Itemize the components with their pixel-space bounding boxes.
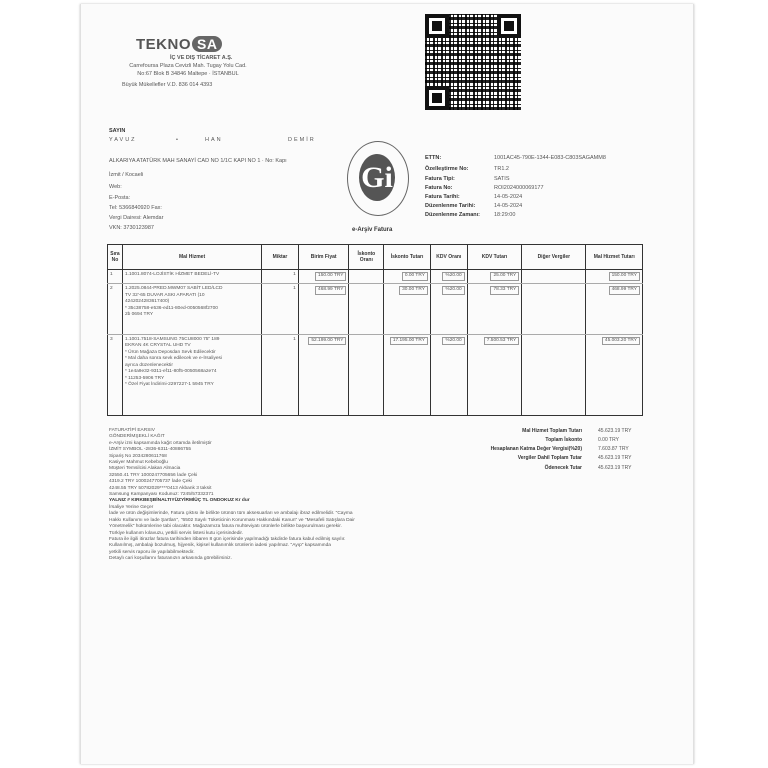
col-birim-fiyat: Birim Fiyat <box>298 245 349 270</box>
seller-address-2: No:67 Blok B 34846 Maltepe · İSTANBUL <box>137 71 239 77</box>
meta-value: ROI2024000069177 <box>494 185 544 191</box>
note-line: Yönetmelik" hükümlerine tabi olacaktır. Mağazamıza fatura muhteviyatı ürünlerle birlikte başvurulması gerekir. <box>109 524 342 530</box>
meta-value: 14-05-2024 <box>494 203 523 209</box>
cell-unit-price <box>298 334 349 415</box>
buyer-name-first: YAVUZ <box>109 137 137 143</box>
items-table <box>107 244 643 416</box>
buyer-tax-office: Vergi Dairesi: Alemdar <box>109 215 164 221</box>
desc-line: * Özel Fiyat İndirimi-2297227-1 5945 TRY <box>124 382 214 388</box>
col-iskonto-tutari: İskonto Tutarı <box>384 245 431 270</box>
note-line: FATURATİPİ EARSIV <box>109 428 155 433</box>
cell-total-value: 150.00 TRY <box>609 272 640 281</box>
cell-desc <box>122 270 261 284</box>
desc-line: 1.1001.7518-SAMSUNG 75CU8000 75" 189 <box>124 336 220 342</box>
seal-emblem: Gi <box>359 154 395 201</box>
meta-label: Fatura Tarihi: <box>425 194 460 200</box>
table-row <box>108 334 643 415</box>
cell-desc <box>122 284 261 334</box>
cell-other <box>522 270 586 284</box>
cell-desc <box>122 334 261 415</box>
cell-vat-amount-value: 7.500.53 TRY <box>484 337 519 346</box>
col-kdv-orani: KDV Oranı <box>430 245 467 270</box>
buyer-address: ALKARIYA ATATÜRK MAH SANAYİ CAD NO 1/1C KAPI NO 1 · No: Kapı <box>109 158 287 164</box>
cell-disc-amount-value: 0.00 TRY <box>402 272 428 281</box>
cell-unit-price-value: 468.99 TRY <box>315 286 346 295</box>
cell-disc-amount-value: 17.195.00 TRY <box>390 337 428 346</box>
cell-disc-amount <box>384 334 431 415</box>
col-diger-vergiler: Diğer Vergiler <box>522 245 586 270</box>
meta-label: Düzenlenme Zamanı: <box>425 212 481 218</box>
meta-value: 1001AC45-790E-1344-E083-C803SAGAMM8 <box>494 155 606 161</box>
total-value: 0.00 TRY <box>598 437 619 443</box>
logo-text: TEKNO <box>136 36 191 53</box>
buyer-email: E-Posta: <box>109 195 131 201</box>
desc-line: 1.2025.0844-PRED.MWM07 SABİT LED/LCD <box>124 286 223 292</box>
meta-value: 18:29:00 <box>494 212 516 218</box>
cell-total-value: 45.003.20 TRY <box>602 337 640 346</box>
cell-vat-rate <box>430 284 467 334</box>
col-kdv-tutari: KDV Tutarı <box>467 245 522 270</box>
buyer-web: Web: <box>109 184 122 190</box>
cell-vat-amount <box>467 270 522 284</box>
col-mal-hizmet: Mal Hizmet <box>122 245 261 270</box>
note-line: Müşteri Temsilcisi Alakan Almacia <box>109 466 181 472</box>
desc-line: 4242024283617400) <box>124 299 170 305</box>
desc-line: EKRAN 4K CRYSTAL UHD TV <box>124 343 191 349</box>
cell-disc-amount-value: 30.00 TRY <box>399 286 428 295</box>
note-line: e-Arşiv izni kapsamında kağıt ortamda iletilmiştir <box>109 440 212 446</box>
note-line: İade ve ürün değişimlerinde, Fatura çıktısı ile birlikte ürünün tüm aksesuarları ve ambalajı ibraz edilmelidir. "Cayma <box>109 511 353 517</box>
note-line: İrsaliye Yerine Geçer <box>109 504 154 510</box>
cell-disc-rate <box>349 284 384 334</box>
cell-vat-rate-value: %20.00 <box>442 272 464 281</box>
cell-other <box>522 334 586 415</box>
cell-disc-rate <box>349 334 384 415</box>
cell-disc-amount <box>384 284 431 334</box>
qr-code <box>425 14 521 110</box>
total-value: 45.623.19 TRY <box>598 428 632 434</box>
seller-company: İÇ VE DIŞ TİCARET A.Ş. <box>170 55 233 61</box>
meta-label: Fatura Tipi: <box>425 176 455 182</box>
note-line: İZMİT SYMBOL -2836-6311-40886755 <box>109 447 192 453</box>
col-sira-no: Sıra No <box>108 245 123 270</box>
meta-label: Özelleştirme No: <box>425 166 469 172</box>
cell-qty <box>262 270 299 284</box>
cell-no <box>108 270 123 284</box>
note-line: 32550.41 TRY 1000247705656 İade Çeki <box>109 472 198 478</box>
cell-vat-amount <box>467 284 522 334</box>
total-label: Vergiler Dahil Toplam Tutar <box>517 455 582 461</box>
cell-qty <box>262 334 299 415</box>
cell-qty-value: 1 <box>293 286 296 292</box>
table-row <box>108 270 643 284</box>
meta-value: TR1.2 <box>494 166 509 172</box>
total-label: Mal Hizmet Toplam Tutarı <box>522 428 582 434</box>
e-arsiv-label: e-Arşiv Fatura <box>352 227 393 233</box>
cell-vat-amount <box>467 334 522 415</box>
col-mal-hizmet-tutari: Mal Hizmet Tutarı <box>586 245 643 270</box>
desc-line: 2b 0694 TRY <box>124 312 154 318</box>
note-line: YALNIZ # KIRKBEŞBİNALTIYÜZYİRMİÜÇ TL ONDOKUZ Kr dur <box>109 498 250 504</box>
col-iskonto-orani: İskonto Oranı <box>349 245 384 270</box>
cell-total <box>586 284 643 334</box>
total-label: Toplam İskonto <box>545 437 582 443</box>
cell-no-value: 1 <box>110 272 113 277</box>
desc-line: 1.1001.8074-LOJİSTİK HİZMET BEDELİ-TV <box>124 272 220 277</box>
cell-vat-amount-value: 78.33 TRY <box>490 286 519 295</box>
teknosa-logo <box>136 36 222 53</box>
seller-address-1: Carrefoursa Plaza Cevizli Mah. Tugay Yolu Cad. <box>129 63 247 69</box>
cell-vat-rate-value: %20.00 <box>442 337 464 346</box>
note-line: Detaylı cari koşullarını faturanızın arkasında görebilirsiniz. <box>109 556 232 562</box>
cell-unit-price <box>298 270 349 284</box>
cell-total-value: 468.99 TRY <box>609 286 640 295</box>
cell-disc-amount <box>384 270 431 284</box>
note-line: Samsung Kampanyası Kodunuz: 7245/57332371 <box>109 492 214 498</box>
desc-line: * Ürün Mağaza Deposdan Sevk Edilecektir <box>124 349 216 355</box>
col-miktar: Miktar <box>262 245 299 270</box>
cell-disc-rate <box>349 270 384 284</box>
desc-line: * 1e4a9e32-9311-ef11-80f5-0050568a2e74 <box>124 369 217 375</box>
meta-value: 14-05-2024 <box>494 194 523 200</box>
buyer-name-mid: HAN <box>205 137 223 143</box>
cell-no-value: 2 <box>110 286 113 292</box>
buyer-vkn: VKN: 3730123987 <box>109 225 154 231</box>
total-value: 45.623.19 TRY <box>598 465 632 471</box>
note-line: 4319.2 TRY 1000247705737 İade Çeki <box>109 479 192 485</box>
cell-other <box>522 284 586 334</box>
note-line: GÖNDERİMŞEKLİ KAĞIT <box>109 434 165 440</box>
cell-vat-rate <box>430 334 467 415</box>
cell-qty-value: 1 <box>293 272 296 277</box>
meta-label: Düzenlenme Tarihi: <box>425 203 476 209</box>
buyer-city: İzmit / Kocaeli <box>109 172 144 178</box>
bullet-dot: • <box>176 137 178 143</box>
note-line: yetkili servis raporu ile yapılabilmektedir. <box>109 549 195 555</box>
note-line: Sipariş No 2034280611768 <box>109 453 167 459</box>
cell-unit-price-value: 52.199.00 TRY <box>308 337 346 346</box>
buyer-sayin: SAYIN <box>109 128 126 134</box>
cell-total <box>586 334 643 415</box>
desc-line: ayrıca düzenlenecektir <box>124 362 173 368</box>
total-label: Ödenecek Tutar <box>544 465 582 471</box>
invoice-notes <box>109 428 429 563</box>
note-line: Kullanılmış, ambalajı bozulmuş, hijyenik, kişisel kullanımlık ürünlerin iadesi yapılmaz. "Ayıp" kapsamında <box>109 543 331 549</box>
meta-value: SATIS <box>494 176 510 182</box>
cell-vat-rate <box>430 270 467 284</box>
buyer-tel: Tel: 5366840920 Fax: <box>109 205 162 211</box>
cell-total <box>586 270 643 284</box>
cell-unit-price-value: 150.00 TRY <box>315 272 346 281</box>
cell-vat-amount-value: 25.00 TRY <box>490 272 519 281</box>
cell-qty-value: 1 <box>293 336 296 342</box>
gib-seal <box>347 141 409 216</box>
meta-label: Fatura No: <box>425 185 453 191</box>
cell-no <box>108 334 123 415</box>
desc-line: * 11253-5906 TRY <box>124 375 165 381</box>
desc-line: * Mal daha sonra sevk edilecek ve e-İrsaliyesi <box>124 356 222 362</box>
meta-label: ETTN: <box>425 155 442 161</box>
desc-line: TV 32'-65 DUVAR ASKI APARATI (10 <box>124 292 205 298</box>
note-line: Hakkı Kullanımı ve İade Şartları", "6502 Sayılı Tüketicinin Korunması Hakkındaki Kanun" ve "Mesafeli Satışlara Dair <box>109 517 355 523</box>
cell-vat-rate-value: %20.00 <box>442 286 464 295</box>
table-header-row <box>108 245 643 270</box>
note-line: 4248.55 TRY 50782029****0413 Akbank 3 taksit <box>109 485 212 491</box>
total-label: Hesaplanan Katma Değer Vergisi(%20) <box>490 446 582 452</box>
note-line: Kasiyer Mahmut Kebeboğlu <box>109 460 168 466</box>
cell-no-value: 3 <box>110 336 113 342</box>
cell-unit-price <box>298 284 349 334</box>
cell-no <box>108 284 123 334</box>
logo-sa-badge: SA <box>192 36 222 52</box>
total-value: 7.603.87 TRY <box>598 446 629 452</box>
total-value: 45.623.19 TRY <box>598 455 632 461</box>
note-line: Türkiye kullanım kılavuzu, yetkili servis listesi kutu içerisindedir. <box>109 530 244 536</box>
buyer-name-last: DEMİR <box>288 137 316 143</box>
desc-line: * 35c38758-e536-ed11-80ed-0050568f2700 <box>124 305 218 311</box>
cell-qty <box>262 284 299 334</box>
seller-tax-office: Büyük Mükellefler V.D. 836 014 4393 <box>122 82 213 88</box>
note-line: Fatura ile ilgili itirazlar fatura tarihinden itibaren 8 gün içerisinde yapılmadığı takdirde fatura kabul edilmiş sayılır. <box>109 536 346 542</box>
table-row <box>108 284 643 334</box>
